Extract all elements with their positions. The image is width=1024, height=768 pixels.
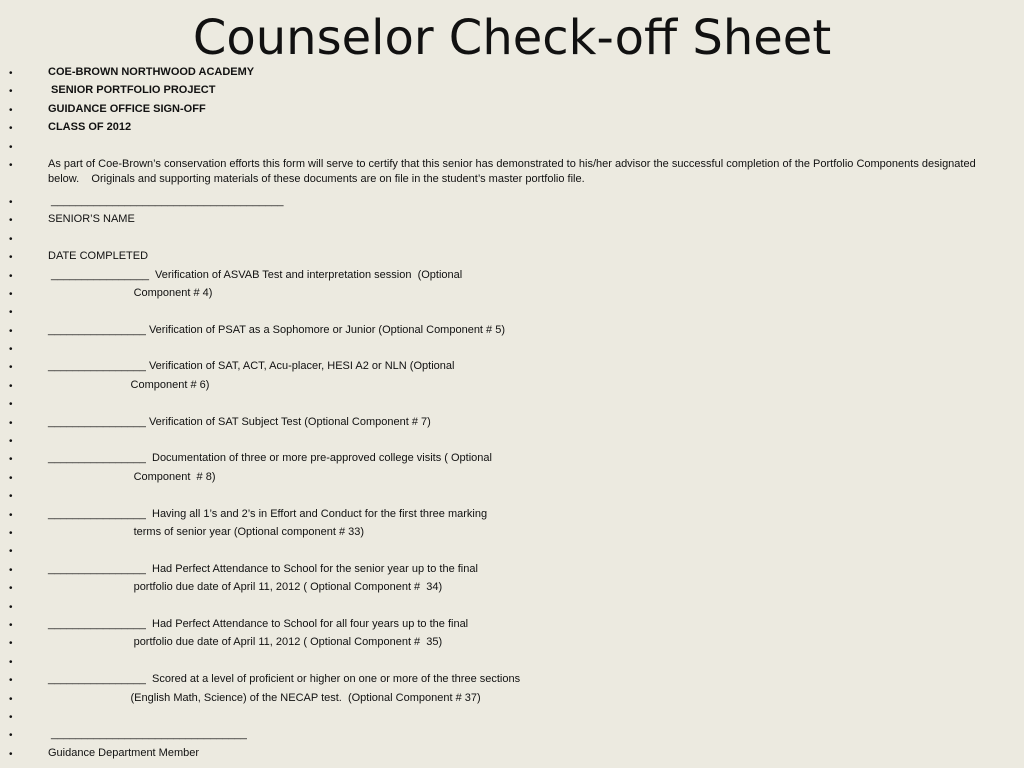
list-item — [0, 653, 1024, 671]
bullet-icon: • — [9, 233, 13, 245]
bullet-icon: • — [9, 417, 13, 429]
bullet-icon: • — [9, 472, 13, 484]
list-item — [0, 156, 1024, 193]
bullet-icon: • — [9, 546, 13, 558]
bullet-icon: • — [9, 491, 13, 503]
list-item — [0, 616, 1024, 634]
list-item — [0, 598, 1024, 616]
list-item — [0, 138, 1024, 156]
list-item-text: portfolio due date of April 11, 2012 ( Optional Component # 35) — [48, 636, 443, 649]
bullet-icon: • — [9, 638, 13, 650]
list-item — [0, 101, 1024, 119]
bullet-icon: • — [9, 619, 13, 631]
list-item-text: Guidance Department Member — [48, 746, 200, 759]
bullet-icon: • — [9, 399, 13, 411]
list-item-text: ________________ Had Perfect Attendance to School for all four years up to the final — [48, 617, 469, 630]
list-item — [0, 211, 1024, 229]
bullet-list — [0, 64, 1024, 763]
list-item-text: GUIDANCE OFFICE SIGN-OFF — [48, 102, 206, 115]
list-item — [0, 414, 1024, 432]
bullet-icon: • — [9, 270, 13, 282]
page-title: Counselor Check-off Sheet — [192, 10, 832, 66]
list-item-text: ________________ Verification of SAT Subject Test (Optional Component # 7) — [48, 415, 431, 428]
list-item — [0, 377, 1024, 395]
bullet-icon: • — [9, 730, 13, 742]
list-item — [0, 285, 1024, 303]
list-item — [0, 193, 1024, 211]
list-item — [0, 358, 1024, 376]
bullet-icon: • — [9, 344, 13, 356]
list-item — [0, 634, 1024, 652]
list-item-text: ______________________________________ — [48, 194, 284, 207]
list-item — [0, 579, 1024, 597]
list-item — [0, 708, 1024, 726]
list-item — [0, 506, 1024, 524]
list-item-text: ________________ Having all 1’s and 2’s in Effort and Conduct for the first three marking — [48, 507, 488, 520]
bullet-icon: • — [9, 656, 13, 668]
bullet-icon: • — [9, 86, 13, 98]
bullet-icon: • — [9, 159, 13, 171]
bullet-icon: • — [9, 123, 13, 135]
bullet-icon: • — [9, 141, 13, 153]
bullet-icon: • — [9, 288, 13, 300]
list-item-text: ________________ Verification of PSAT as a Sophomore or Junior (Optional Component # 5) — [48, 323, 505, 336]
list-item — [0, 745, 1024, 763]
bullet-icon: • — [9, 583, 13, 595]
bullet-icon: • — [9, 693, 13, 705]
list-item-text: COE-BROWN NORTHWOOD ACADEMY — [48, 66, 255, 78]
list-item — [0, 487, 1024, 505]
list-item-text: ________________ Scored at a level of proficient or higher on one or more of the three sections — [48, 673, 521, 686]
list-item-text: Component # 6) — [48, 378, 210, 391]
list-item — [0, 542, 1024, 560]
list-item — [0, 322, 1024, 340]
list-item-text: ________________ Verification of SAT, ACT, Acu-placer, HESI A2 or NLN (Optional — [48, 360, 455, 373]
list-item-text: SENIOR PORTFOLIO PROJECT — [48, 84, 216, 97]
list-item — [0, 450, 1024, 468]
list-item-text: ________________ Documentation of three or more pre-approved college visits ( Optional — [48, 452, 492, 465]
bullet-icon: • — [9, 362, 13, 374]
bullet-icon: • — [9, 104, 13, 116]
list-item — [0, 119, 1024, 137]
bullet-icon: • — [9, 601, 13, 613]
list-item-text: CLASS OF 2012 — [48, 121, 132, 134]
list-item — [0, 524, 1024, 542]
bullet-icon: • — [9, 509, 13, 521]
list-item-text: portfolio due date of April 11, 2012 ( Optional Component # 34) — [48, 581, 443, 594]
bullet-icon: • — [9, 436, 13, 448]
bullet-icon: • — [9, 68, 13, 79]
bullet-icon: • — [9, 307, 13, 319]
bullet-icon: • — [9, 196, 13, 208]
bullet-icon: • — [9, 215, 13, 227]
list-item-text: terms of senior year (Optional component # 33) — [48, 525, 365, 538]
bullet-icon: • — [9, 454, 13, 466]
list-item — [0, 561, 1024, 579]
list-item — [0, 690, 1024, 708]
list-item — [0, 303, 1024, 321]
list-item-text: ________________ Verification of ASVAB Test and interpretation session (Optional — [48, 268, 463, 281]
bullet-icon: • — [9, 711, 13, 723]
list-item — [0, 432, 1024, 450]
bullet-icon: • — [9, 380, 13, 392]
list-item-text: SENIOR’S NAME — [48, 213, 135, 226]
bullet-icon: • — [9, 748, 13, 760]
list-item — [0, 395, 1024, 413]
bullet-icon: • — [9, 527, 13, 539]
list-item — [0, 671, 1024, 689]
list-item — [0, 64, 1024, 82]
list-item-text: ________________ Had Perfect Attendance to School for the senior year up to the final — [48, 562, 478, 575]
list-item — [0, 469, 1024, 487]
bullet-icon: • — [9, 252, 13, 264]
list-item — [0, 248, 1024, 266]
list-item-text: Component # 4) — [48, 286, 213, 299]
list-item — [0, 230, 1024, 248]
list-item-text: (English Math, Science) of the NECAP test. (Optional Component # 37) — [48, 691, 481, 704]
bullet-icon: • — [9, 675, 13, 687]
bullet-icon: • — [9, 325, 13, 337]
list-item — [0, 340, 1024, 358]
list-item-text: Component # 8) — [48, 470, 216, 483]
list-item — [0, 726, 1024, 744]
list-item — [0, 267, 1024, 285]
list-item-text: DATE COMPLETED — [48, 250, 149, 263]
list-item-text: ________________________________ — [48, 728, 247, 741]
bullet-icon: • — [9, 564, 13, 576]
list-item-text: As part of Coe-Brown’s conservation efforts this form will serve to certify that this senior has demonstrated to his/her advisor the successful completion of the Portfolio Components designated below. Originals and supporting materials of these documents are on file in the student’s master portfolio file. — [48, 157, 979, 185]
list-item — [0, 82, 1024, 100]
